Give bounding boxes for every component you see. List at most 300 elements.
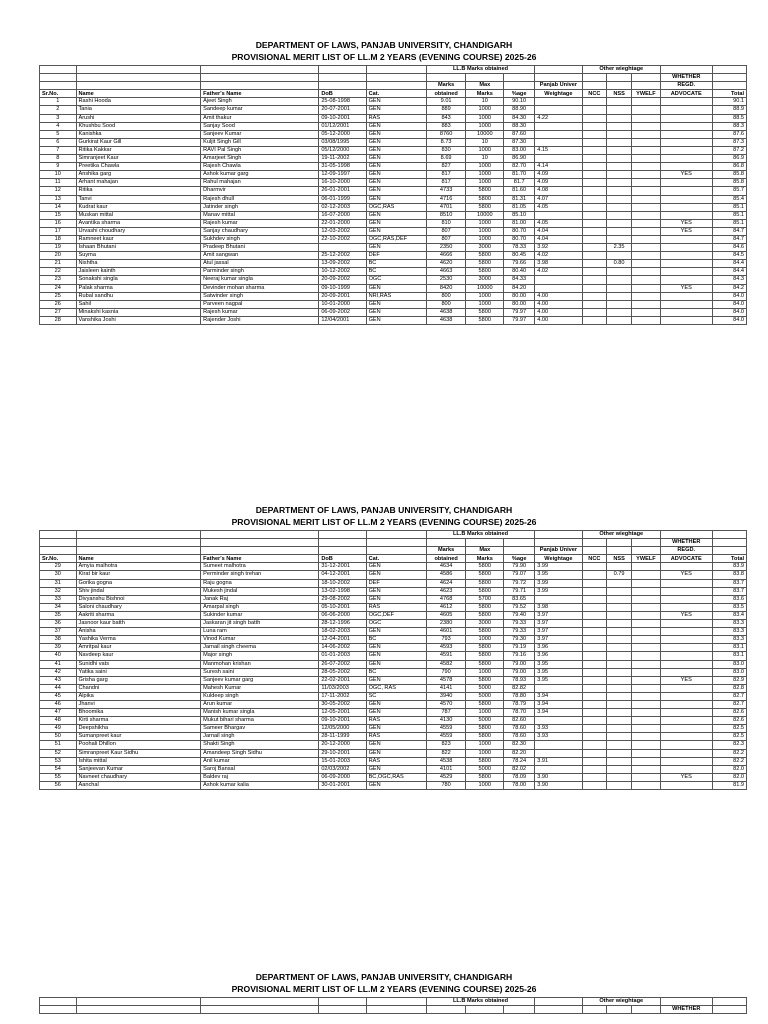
table-row — [40, 203, 747, 211]
total-cell: 85.7 — [712, 187, 746, 195]
adv-cell — [660, 692, 712, 700]
ncc-cell — [582, 725, 607, 733]
adv-cell — [660, 268, 712, 276]
total-cell: 83.1 — [712, 652, 746, 660]
header-cell — [535, 74, 582, 82]
total-cell: 83.6 — [712, 595, 746, 603]
marks-cell: 4624 — [426, 579, 466, 587]
nss-cell — [607, 644, 632, 652]
table-row — [40, 244, 747, 252]
nss-cell — [607, 709, 632, 717]
name-cell: Bhoomika — [76, 709, 201, 717]
father-cell: Manmohan krishan — [201, 660, 319, 668]
adv-cell — [660, 709, 712, 717]
max-cell: 5800 — [466, 252, 504, 260]
total-cell: 84.2 — [712, 284, 746, 292]
total-cell: 82.0 — [712, 765, 746, 773]
nss-cell — [607, 227, 632, 235]
nss-cell — [607, 620, 632, 628]
marks-cell: 4593 — [426, 644, 466, 652]
srno-cell: 10 — [40, 171, 77, 179]
merit-list-page-1 — [0, 40, 768, 325]
table-row — [40, 260, 747, 268]
header-row — [40, 539, 747, 547]
adv-cell — [660, 203, 712, 211]
max-cell: 1000 — [466, 749, 504, 757]
srno-cell: 31 — [40, 579, 77, 587]
dob-cell: 05/12/2000 — [319, 146, 366, 154]
ncc-cell — [582, 146, 607, 154]
father-cell: Manav mittal — [201, 211, 319, 219]
table-row — [40, 644, 747, 652]
name-cell: Ritika Kakkar — [76, 146, 201, 154]
header-cell — [607, 1006, 632, 1014]
father-cell: RAVI Pal Singh — [201, 146, 319, 154]
nss-cell — [607, 163, 632, 171]
srno-cell: 38 — [40, 636, 77, 644]
father-cell: Ashok kumar kalia — [201, 781, 319, 789]
marks-cell: 4605 — [426, 611, 466, 619]
ywelf-cell — [631, 652, 660, 660]
pct-cell: 78.60 — [504, 733, 535, 741]
name-cell: Amyia malhotra — [76, 563, 201, 571]
pct-cell: 80.00 — [504, 292, 535, 300]
adv-cell: YES — [660, 284, 712, 292]
name-cell: Anshika garg — [76, 171, 201, 179]
pct-cell: 83.65 — [504, 595, 535, 603]
table-row — [40, 773, 747, 781]
marks-obtained-header-line2: obtained — [426, 555, 466, 563]
marks-cell: 827 — [426, 163, 466, 171]
marks-cell: 823 — [426, 741, 466, 749]
ncc-cell — [582, 155, 607, 163]
merit-list-page-2 — [0, 505, 768, 790]
adv-cell — [660, 684, 712, 692]
pu-cell — [535, 749, 582, 757]
ncc-cell — [582, 138, 607, 146]
srno-cell: 13 — [40, 195, 77, 203]
max-cell: 3000 — [466, 620, 504, 628]
table-row — [40, 268, 747, 276]
total-cell: 84.4 — [712, 260, 746, 268]
total-cell: 83.9 — [712, 563, 746, 571]
srno-header: Sr.No. — [40, 90, 77, 98]
ywelf-cell — [631, 122, 660, 130]
adv-cell: YES — [660, 611, 712, 619]
ncc-cell — [582, 579, 607, 587]
pct-cell: 79.16 — [504, 652, 535, 660]
total-cell: 82.8 — [712, 684, 746, 692]
adv-cell — [660, 741, 712, 749]
pu-cell — [535, 122, 582, 130]
cat-cell: GEN — [366, 725, 426, 733]
srno-cell: 46 — [40, 700, 77, 708]
srno-cell: 6 — [40, 138, 77, 146]
pct-cell: 87.30 — [504, 138, 535, 146]
cat-cell: BC — [366, 636, 426, 644]
nss-cell — [607, 733, 632, 741]
ncc-cell — [582, 195, 607, 203]
nss-cell — [607, 292, 632, 300]
dob-cell: 31-05-1998 — [319, 163, 366, 171]
father-cell: Vinod Kumar — [201, 636, 319, 644]
pu-cell — [535, 98, 582, 106]
table-row — [40, 187, 747, 195]
nss-cell — [607, 725, 632, 733]
srno-cell: 8 — [40, 155, 77, 163]
cat-cell: GEN — [366, 244, 426, 252]
pct-cell: 80.70 — [504, 235, 535, 243]
merit-table — [39, 65, 747, 325]
nss-cell — [607, 122, 632, 130]
adv-cell: YES — [660, 676, 712, 684]
marks-cell: 810 — [426, 219, 466, 227]
dob-cell: 12-03-2002 — [319, 227, 366, 235]
marks-cell: 2530 — [426, 276, 466, 284]
max-cell: 5800 — [466, 260, 504, 268]
cat-cell: GEN — [366, 563, 426, 571]
srno-cell: 18 — [40, 235, 77, 243]
table-row — [40, 765, 747, 773]
ywelf-cell — [631, 587, 660, 595]
max-cell: 1000 — [466, 709, 504, 717]
name-cell: Sumanpreet kaur — [76, 733, 201, 741]
pu-cell — [535, 595, 582, 603]
nss-cell — [607, 179, 632, 187]
name-cell: Sanjeevan Kumar — [76, 765, 201, 773]
pu-cell — [535, 284, 582, 292]
table-row — [40, 563, 747, 571]
srno-cell: 12 — [40, 187, 77, 195]
dob-cell: 25-12-2002 — [319, 252, 366, 260]
table-row — [40, 781, 747, 789]
header-cell — [366, 74, 426, 82]
father-cell: Mukesh jindal — [201, 587, 319, 595]
nss-cell — [607, 741, 632, 749]
cat-cell: GEN — [366, 308, 426, 316]
table-row — [40, 195, 747, 203]
ywelf-cell — [631, 571, 660, 579]
ncc-cell — [582, 636, 607, 644]
table-row — [40, 676, 747, 684]
nss-cell — [607, 155, 632, 163]
ncc-cell — [582, 235, 607, 243]
header-row — [40, 998, 747, 1006]
total-cell: 83.8 — [712, 571, 746, 579]
adv-cell — [660, 563, 712, 571]
father-cell: Parveen nagpal — [201, 300, 319, 308]
pu-weightage-header-line2: Weightage — [535, 555, 582, 563]
pu-cell: 4.04 — [535, 227, 582, 235]
ywelf-cell — [631, 106, 660, 114]
pct-cell: 81.60 — [504, 187, 535, 195]
header-cell — [607, 547, 632, 555]
ncc-cell — [582, 620, 607, 628]
pct-cell: 88.90 — [504, 106, 535, 114]
ncc-cell — [582, 114, 607, 122]
marks-cell: 817 — [426, 171, 466, 179]
header-cell — [712, 531, 746, 539]
cat-cell: GEN — [366, 155, 426, 163]
pct-cell: 79.97 — [504, 316, 535, 324]
name-cell: Sonakshi singla — [76, 276, 201, 284]
marks-cell: 2380 — [426, 620, 466, 628]
max-cell: 10 — [466, 98, 504, 106]
total-cell: 84.0 — [712, 308, 746, 316]
header-cell — [660, 998, 712, 1006]
header-cell — [631, 74, 660, 82]
header-cell — [631, 82, 660, 90]
marks-cell: 4538 — [426, 757, 466, 765]
name-cell: Jhanvi — [76, 700, 201, 708]
header-cell — [201, 539, 319, 547]
header-row — [40, 74, 747, 82]
cat-cell: GEN — [366, 781, 426, 789]
srno-cell: 54 — [40, 765, 77, 773]
name-cell: Ramneet kaur — [76, 235, 201, 243]
table-row — [40, 725, 747, 733]
cat-cell: GEN — [366, 106, 426, 114]
ywelf-cell — [631, 741, 660, 749]
header-cell — [504, 539, 535, 547]
ncc-cell — [582, 203, 607, 211]
cat-cell: RAS — [366, 733, 426, 741]
srno-cell: 37 — [40, 628, 77, 636]
pct-cell: 87.60 — [504, 130, 535, 138]
srno-cell: 39 — [40, 644, 77, 652]
marks-cell: 790 — [426, 668, 466, 676]
total-cell: 83.0 — [712, 668, 746, 676]
ywelf-cell — [631, 765, 660, 773]
ywelf-cell — [631, 268, 660, 276]
pu-cell: 3.90 — [535, 773, 582, 781]
header-cell — [366, 531, 426, 539]
ncc-cell — [582, 130, 607, 138]
total-cell: 84.5 — [712, 252, 746, 260]
pct-cell: 84.30 — [504, 114, 535, 122]
ncc-cell — [582, 587, 607, 595]
adv-cell — [660, 155, 712, 163]
srno-cell: 14 — [40, 203, 77, 211]
adv-cell — [660, 733, 712, 741]
header-cell — [40, 82, 77, 90]
dob-cell: 03/08/1995 — [319, 138, 366, 146]
llb-group-header: LL.B Marks obtained — [426, 66, 535, 74]
table-row — [40, 603, 747, 611]
pu-cell: 3.97 — [535, 636, 582, 644]
pu-cell — [535, 138, 582, 146]
dob-cell: 29-10-2001 — [319, 749, 366, 757]
max-cell: 5800 — [466, 571, 504, 579]
marks-cell: 4130 — [426, 717, 466, 725]
merit-list-subtitle: PROVISIONAL MERIT LIST OF LL.M 2 YEARS (EVENING COURSE) 2025-26 — [231, 52, 537, 62]
table-row — [40, 211, 747, 219]
total-cell: 82.7 — [712, 700, 746, 708]
srno-cell: 11 — [40, 179, 77, 187]
father-cell: Mahesh Kumar — [201, 684, 319, 692]
adv-cell — [660, 163, 712, 171]
pu-cell: 3.95 — [535, 668, 582, 676]
marks-cell: 4101 — [426, 765, 466, 773]
srno-cell: 28 — [40, 316, 77, 324]
header-cell — [631, 539, 660, 547]
total-cell: 84.7 — [712, 235, 746, 243]
dob-cell: 17-11-2002 — [319, 692, 366, 700]
name-cell: Sahil — [76, 300, 201, 308]
table-row — [40, 235, 747, 243]
table-row — [40, 636, 747, 644]
name-cell: Divyanshu Bishnoi — [76, 595, 201, 603]
ncc-cell — [582, 106, 607, 114]
dob-cell: 20-12-2000 — [319, 741, 366, 749]
cat-cell: GEN — [366, 98, 426, 106]
advocate-header-line1: WHETHER — [660, 539, 712, 547]
header-cell — [504, 82, 535, 90]
name-cell: Deepshikha — [76, 725, 201, 733]
cat-cell: GEN — [366, 227, 426, 235]
pct-cell: 80.40 — [504, 268, 535, 276]
header-cell — [582, 82, 607, 90]
table-row — [40, 668, 747, 676]
max-cell: 1000 — [466, 292, 504, 300]
marks-cell: 4570 — [426, 700, 466, 708]
ywelf-cell — [631, 114, 660, 122]
dob-cell: 13-09-2002 — [319, 260, 366, 268]
merit-list-subtitle: PROVISIONAL MERIT LIST OF LL.M 2 YEARS (EVENING COURSE) 2025-26 — [231, 984, 537, 994]
marks-cell: 4638 — [426, 316, 466, 324]
max-marks-header-line2: Marks — [466, 555, 504, 563]
pct-cell: 82.60 — [504, 717, 535, 725]
header-row — [40, 82, 747, 90]
ywelf-cell — [631, 235, 660, 243]
nss-cell — [607, 195, 632, 203]
marks-cell: 4666 — [426, 252, 466, 260]
marks-cell: 800 — [426, 292, 466, 300]
total-cell: 88.5 — [712, 114, 746, 122]
max-cell: 5800 — [466, 579, 504, 587]
name-cell: Palak sharma — [76, 284, 201, 292]
father-cell: Amarjeet Singh — [201, 155, 319, 163]
pct-cell: 78.33 — [504, 244, 535, 252]
pu-cell — [535, 741, 582, 749]
cat-cell: GEN — [366, 284, 426, 292]
srno-cell: 19 — [40, 244, 77, 252]
cat-cell: GEN — [366, 316, 426, 324]
dob-cell: 05-10-2001 — [319, 603, 366, 611]
father-cell: Atul jassal — [201, 260, 319, 268]
marks-cell: 807 — [426, 235, 466, 243]
dob-cell: 09-10-2001 — [319, 114, 366, 122]
ncc-cell — [582, 219, 607, 227]
cat-cell: GEN — [366, 211, 426, 219]
dob-cell: 09-10-2001 — [319, 717, 366, 725]
total-cell: 83.3 — [712, 620, 746, 628]
name-cell: Aanchal — [76, 781, 201, 789]
pu-cell: 3.97 — [535, 628, 582, 636]
dob-cell: 20-07-2001 — [319, 106, 366, 114]
header-cell — [40, 539, 77, 547]
header-cell — [201, 82, 319, 90]
pu-cell: 4.14 — [535, 163, 582, 171]
max-cell: 5800 — [466, 733, 504, 741]
adv-cell — [660, 587, 712, 595]
ncc-cell — [582, 676, 607, 684]
max-cell: 1000 — [466, 171, 504, 179]
ywelf-cell — [631, 98, 660, 106]
name-cell: Ritika — [76, 187, 201, 195]
father-cell: Jatinder singh — [201, 203, 319, 211]
name-cell: Kanishka — [76, 130, 201, 138]
ywelf-cell — [631, 749, 660, 757]
father-cell: Jarnail singh cheema — [201, 644, 319, 652]
max-cell: 1000 — [466, 227, 504, 235]
pu-cell: 4.00 — [535, 292, 582, 300]
nss-cell — [607, 98, 632, 106]
father-cell: Pradeep Bhutani — [201, 244, 319, 252]
dob-cell: 06-01-1999 — [319, 195, 366, 203]
name-cell: Navdeep kaur — [76, 652, 201, 660]
table-row — [40, 611, 747, 619]
father-cell: Amit sangwan — [201, 252, 319, 260]
max-cell: 5800 — [466, 195, 504, 203]
advocate-header-line2: REGD. — [660, 82, 712, 90]
adv-cell: YES — [660, 571, 712, 579]
table-row — [40, 684, 747, 692]
table-row — [40, 284, 747, 292]
father-cell: Sameer Bhargav — [201, 725, 319, 733]
ywelf-cell — [631, 138, 660, 146]
table-row — [40, 595, 747, 603]
ncc-cell — [582, 227, 607, 235]
table-row — [40, 219, 747, 227]
cat-cell: GEN — [366, 652, 426, 660]
cat-cell: GEN — [366, 595, 426, 603]
table-row — [40, 733, 747, 741]
cat-cell: DEF — [366, 252, 426, 260]
adv-cell — [660, 98, 712, 106]
marks-cell: 4601 — [426, 628, 466, 636]
max-cell: 1000 — [466, 636, 504, 644]
pu-cell: 4.00 — [535, 300, 582, 308]
cat-cell: OGC,RAS,DEF — [366, 235, 426, 243]
pct-cell: 86.90 — [504, 155, 535, 163]
pct-cell: 82.02 — [504, 765, 535, 773]
max-cell: 3000 — [466, 276, 504, 284]
header-cell — [535, 1006, 582, 1014]
nss-cell — [607, 252, 632, 260]
pu-cell: 4.00 — [535, 316, 582, 324]
pu-cell: 3.92 — [535, 244, 582, 252]
father-cell: Ashok kumar garg — [201, 171, 319, 179]
max-cell: 1000 — [466, 122, 504, 130]
father-cell: Sanjeev kumar garg — [201, 676, 319, 684]
pct-cell: 85.10 — [504, 211, 535, 219]
total-cell: 87.2 — [712, 146, 746, 154]
nss-cell — [607, 300, 632, 308]
pct-cell: 79.52 — [504, 603, 535, 611]
cat-cell: GEN — [366, 676, 426, 684]
cat-cell: GEN — [366, 130, 426, 138]
name-cell: Kudrat kaur — [76, 203, 201, 211]
max-cell: 5000 — [466, 717, 504, 725]
name-cell: Arushi — [76, 114, 201, 122]
dob-cell: 22-01-2000 — [319, 219, 366, 227]
marks-cell: 4620 — [426, 260, 466, 268]
cat-cell: GEN — [366, 171, 426, 179]
cat-cell: OGC,DEF — [366, 611, 426, 619]
srno-cell: 33 — [40, 595, 77, 603]
nss-cell — [607, 219, 632, 227]
